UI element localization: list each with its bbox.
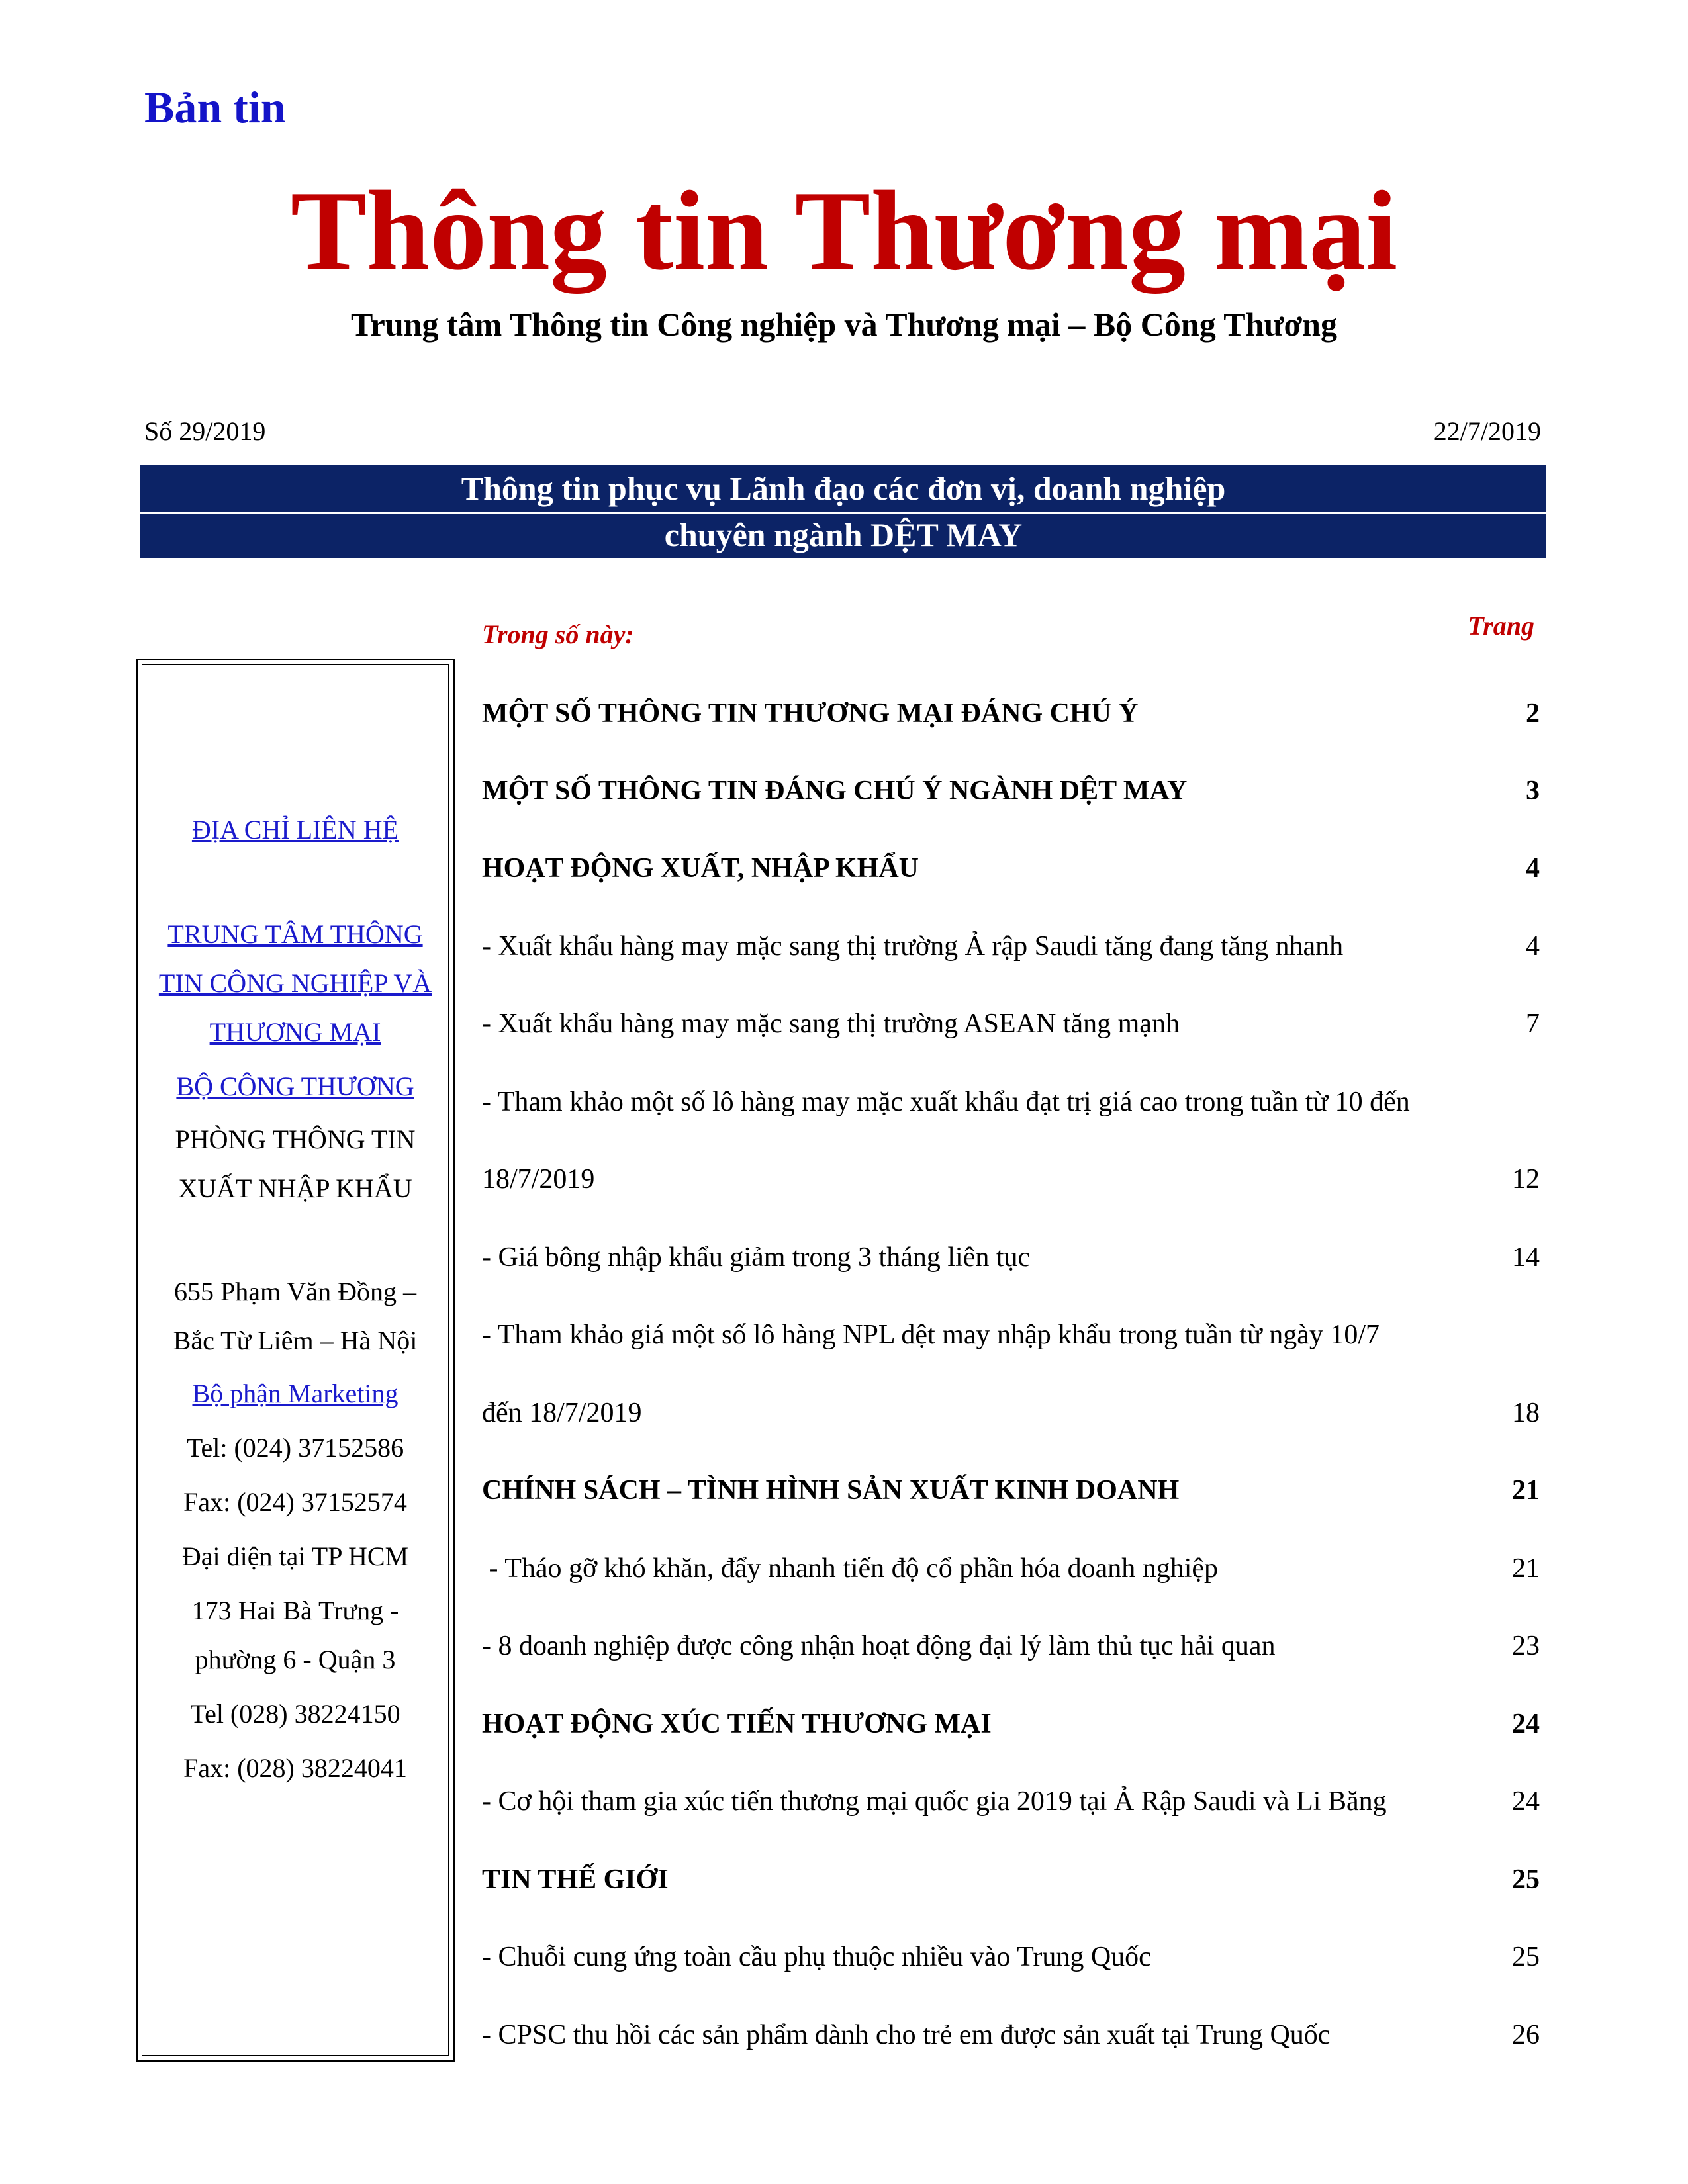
toc-entry[interactable] — [482, 1782, 1540, 1821]
toc-entry-title: HOẠT ĐỘNG XÚC TIẾN THƯƠNG MẠI — [482, 1709, 992, 1739]
hcm-address-line-1: 173 Hai Bà Trưng - — [191, 1596, 399, 1625]
hcm-tel-line: Tel (028) 38224150 — [190, 1699, 400, 1729]
ministry-row — [142, 1062, 448, 1111]
toc-entry[interactable] — [482, 1160, 1540, 1199]
toc-entry[interactable] — [482, 771, 1540, 811]
hcm-rep-line: Đại diện tại TP HCM — [181, 1541, 409, 1571]
marketing-link[interactable]: Bộ phận Marketing — [192, 1379, 399, 1408]
toc-entry-title: - Chuỗi cung ứng toàn cầu phụ thuộc nhiều vào Trung Quốc — [482, 1942, 1151, 1972]
toc-entry-page: 18 — [1512, 1398, 1540, 1428]
toc-entry-page: 24 — [1512, 1786, 1540, 1817]
toc-entry-page: 21 — [1512, 1475, 1540, 1506]
toc-entry-page: 2 — [1526, 698, 1540, 729]
audience-banner — [140, 465, 1546, 558]
issue-number: Số 29/2019 — [144, 416, 266, 446]
toc-entry-title: TIN THẾ GIỚI — [482, 1864, 669, 1895]
center-line-1-row — [142, 910, 448, 959]
issue-date: 22/7/2019 — [1433, 416, 1541, 446]
toc-entry-page: 4 — [1526, 853, 1540, 884]
toc-entry-page: 4 — [1526, 931, 1540, 962]
toc-entry[interactable] — [482, 927, 1540, 966]
toc-entry-page: 14 — [1512, 1242, 1540, 1273]
toc-entry-title: HOẠT ĐỘNG XUẤT, NHẬP KHẨU — [482, 853, 919, 884]
toc-entry-title: MỘT SỐ THÔNG TIN THƯƠNG MẠI ĐÁNG CHÚ Ý — [482, 698, 1139, 729]
toc-page-column-label: Trang — [1468, 611, 1534, 641]
publisher-subtitle: Trung tâm Thông tin Công nghiệp và Thương mại – Bộ Công Thương — [351, 306, 1337, 343]
page-title: Thông tin Thương mại — [290, 168, 1398, 294]
toc-entry-title: - CPSC thu hồi các sản phẩm dành cho trẻ em được sản xuất tại Trung Quốc — [482, 2020, 1331, 2050]
bulletin-label: Bản tin — [144, 82, 286, 132]
hcm-address-line-2: phường 6 - Quận 3 — [195, 1645, 396, 1674]
toc-entry-title: - Tháo gỡ khó khăn, đẩy nhanh tiến độ cổ phần hóa doanh nghiệp — [482, 1553, 1219, 1584]
hcm-fax-line: Fax: (028) 38224041 — [183, 1753, 407, 1783]
toc-entry-title: - 8 doanh nghiệp được công nhận hoạt động đại lý làm thủ tục hải quan — [482, 1631, 1276, 1661]
toc-entry[interactable] — [482, 1082, 1540, 1122]
center-link-line-1[interactable]: TRUNG TÂM THÔNG — [167, 919, 423, 949]
ministry-link[interactable]: BỘ CÔNG THƯƠNG — [176, 1071, 414, 1101]
toc-entry-title: - Tham khảo một số lô hàng may mặc xuất khẩu đạt trị giá cao trong tuần từ 10 đến — [482, 1087, 1410, 1117]
toc-entry[interactable] — [482, 1393, 1540, 1433]
toc-entry-page: 21 — [1512, 1553, 1540, 1584]
toc-entry-page: 25 — [1512, 1942, 1540, 1972]
toc-entry[interactable] — [482, 1315, 1540, 1355]
banner-divider — [140, 512, 1546, 514]
toc-entry-page: 26 — [1512, 2020, 1540, 2050]
center-line-2-row — [142, 959, 448, 1008]
toc-entry-title: - Tham khảo giá một số lô hàng NPL dệt may nhập khẩu trong tuần từ ngày 10/7 — [482, 1320, 1380, 1350]
toc-intro: Trong số này: — [482, 619, 634, 649]
toc-entry-title: MỘT SỐ THÔNG TIN ĐÁNG CHÚ Ý NGÀNH DỆT MAY — [482, 776, 1188, 806]
toc-entry[interactable] — [482, 1004, 1540, 1044]
toc-entry-page: 3 — [1526, 776, 1540, 806]
contact-heading-row — [142, 805, 448, 854]
toc-entry-title: - Xuất khẩu hàng may mặc sang thị trường Ả rập Saudi tăng đang tăng nhanh — [482, 931, 1344, 962]
toc-entry[interactable] — [482, 1238, 1540, 1277]
center-link-line-3[interactable]: THƯƠNG MẠI — [209, 1017, 381, 1047]
sidebar-inner-frame — [142, 664, 449, 2056]
toc-entry-title: CHÍNH SÁCH – TÌNH HÌNH SẢN XUẤT KINH DOANH — [482, 1475, 1180, 1506]
toc-entry[interactable] — [482, 848, 1540, 888]
contact-sidebar — [136, 659, 455, 2062]
fax-line: Fax: (024) 37152574 — [183, 1487, 407, 1517]
toc-entry[interactable] — [482, 1860, 1540, 1899]
toc-entry-page: 12 — [1512, 1164, 1540, 1195]
dept-line-2: XUẤT NHẬP KHẨU — [178, 1173, 412, 1203]
toc-entry[interactable] — [482, 694, 1540, 733]
tel-line: Tel: (024) 37152586 — [186, 1433, 404, 1463]
address-line-1: 655 Phạm Văn Đồng – — [174, 1277, 416, 1306]
toc-entry-page: 23 — [1512, 1631, 1540, 1661]
toc-entry[interactable] — [482, 1937, 1540, 1977]
toc-entry-title: đến 18/7/2019 — [482, 1398, 642, 1428]
banner-line-2: chuyên ngành DỆT MAY — [664, 516, 1023, 553]
banner-line-1: Thông tin phục vụ Lãnh đạo các đơn vị, doanh nghiệp — [461, 470, 1226, 507]
center-line-3-row — [142, 1008, 448, 1057]
toc-entry-title: 18/7/2019 — [482, 1164, 595, 1195]
center-link-line-2[interactable]: TIN CÔNG NGHIỆP VÀ — [158, 968, 432, 998]
toc-entry[interactable] — [482, 1704, 1540, 1744]
contact-heading-link[interactable]: ĐỊA CHỈ LIÊN HỆ — [191, 815, 399, 844]
dept-line-1: PHÒNG THÔNG TIN — [175, 1124, 416, 1154]
toc-entry-title: - Giá bông nhập khẩu giảm trong 3 tháng liên tục — [482, 1242, 1031, 1273]
toc-entry[interactable] — [482, 1471, 1540, 1510]
toc-entry[interactable] — [482, 1626, 1540, 1666]
address-line-2: Bắc Từ Liêm – Hà Nội — [173, 1326, 418, 1355]
toc-entry-title: - Cơ hội tham gia xúc tiến thương mại quốc gia 2019 tại Ả Rập Saudi và Li Băng — [482, 1786, 1387, 1817]
toc-entry-page: 24 — [1512, 1709, 1540, 1739]
toc-entry-page: 7 — [1526, 1009, 1540, 1039]
toc-entry-title: - Xuất khẩu hàng may mặc sang thị trường ASEAN tăng mạnh — [482, 1009, 1180, 1039]
toc-entry[interactable] — [482, 1549, 1540, 1588]
toc-entry-page: 25 — [1512, 1864, 1540, 1895]
toc-entry[interactable] — [482, 2015, 1540, 2055]
marketing-row — [142, 1369, 448, 1418]
